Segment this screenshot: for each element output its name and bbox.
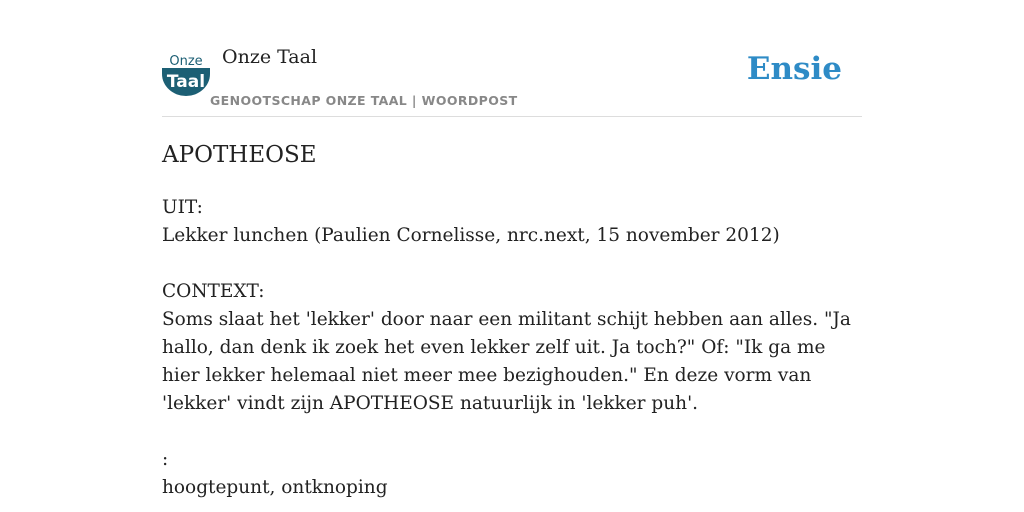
logo-top-text: Onze xyxy=(169,54,203,69)
ensie-logo[interactable]: Ensie xyxy=(746,51,842,87)
site-header xyxy=(162,44,862,117)
meaning-text: hoogtepunt, ontknoping xyxy=(162,477,388,498)
source-label: UIT: xyxy=(162,197,203,218)
context-label: CONTEXT: xyxy=(162,281,265,302)
brand-name[interactable]: Onze Taal xyxy=(222,46,318,68)
context-text: Soms slaat het 'lekker' door naar een militant schijt hebben aan alles. "Ja hallo, dan denk ik zoek het even lekker zelf uit. Ja toch?" Of: "Ik ga me hier lekker helemaal niet meer mee bezighouden." En deze vorm van 'lekker' vindt zijn APOTHEOSE natuurlijk in 'lekker puh'. xyxy=(162,309,857,414)
entry-content xyxy=(162,140,862,502)
onze-taal-logo[interactable] xyxy=(162,52,210,96)
entry-body xyxy=(162,194,862,502)
entry-title: APOTHEOSE xyxy=(162,142,317,168)
logo-bottom-text: Taal xyxy=(166,72,206,92)
source-text: Lekker lunchen (Paulien Cornelisse, nrc.next, 15 november 2012) xyxy=(162,225,780,246)
meaning-label: : xyxy=(162,449,169,470)
brand-subtitle: GENOOTSCHAP ONZE TAAL | WOORDPOST xyxy=(210,93,518,108)
